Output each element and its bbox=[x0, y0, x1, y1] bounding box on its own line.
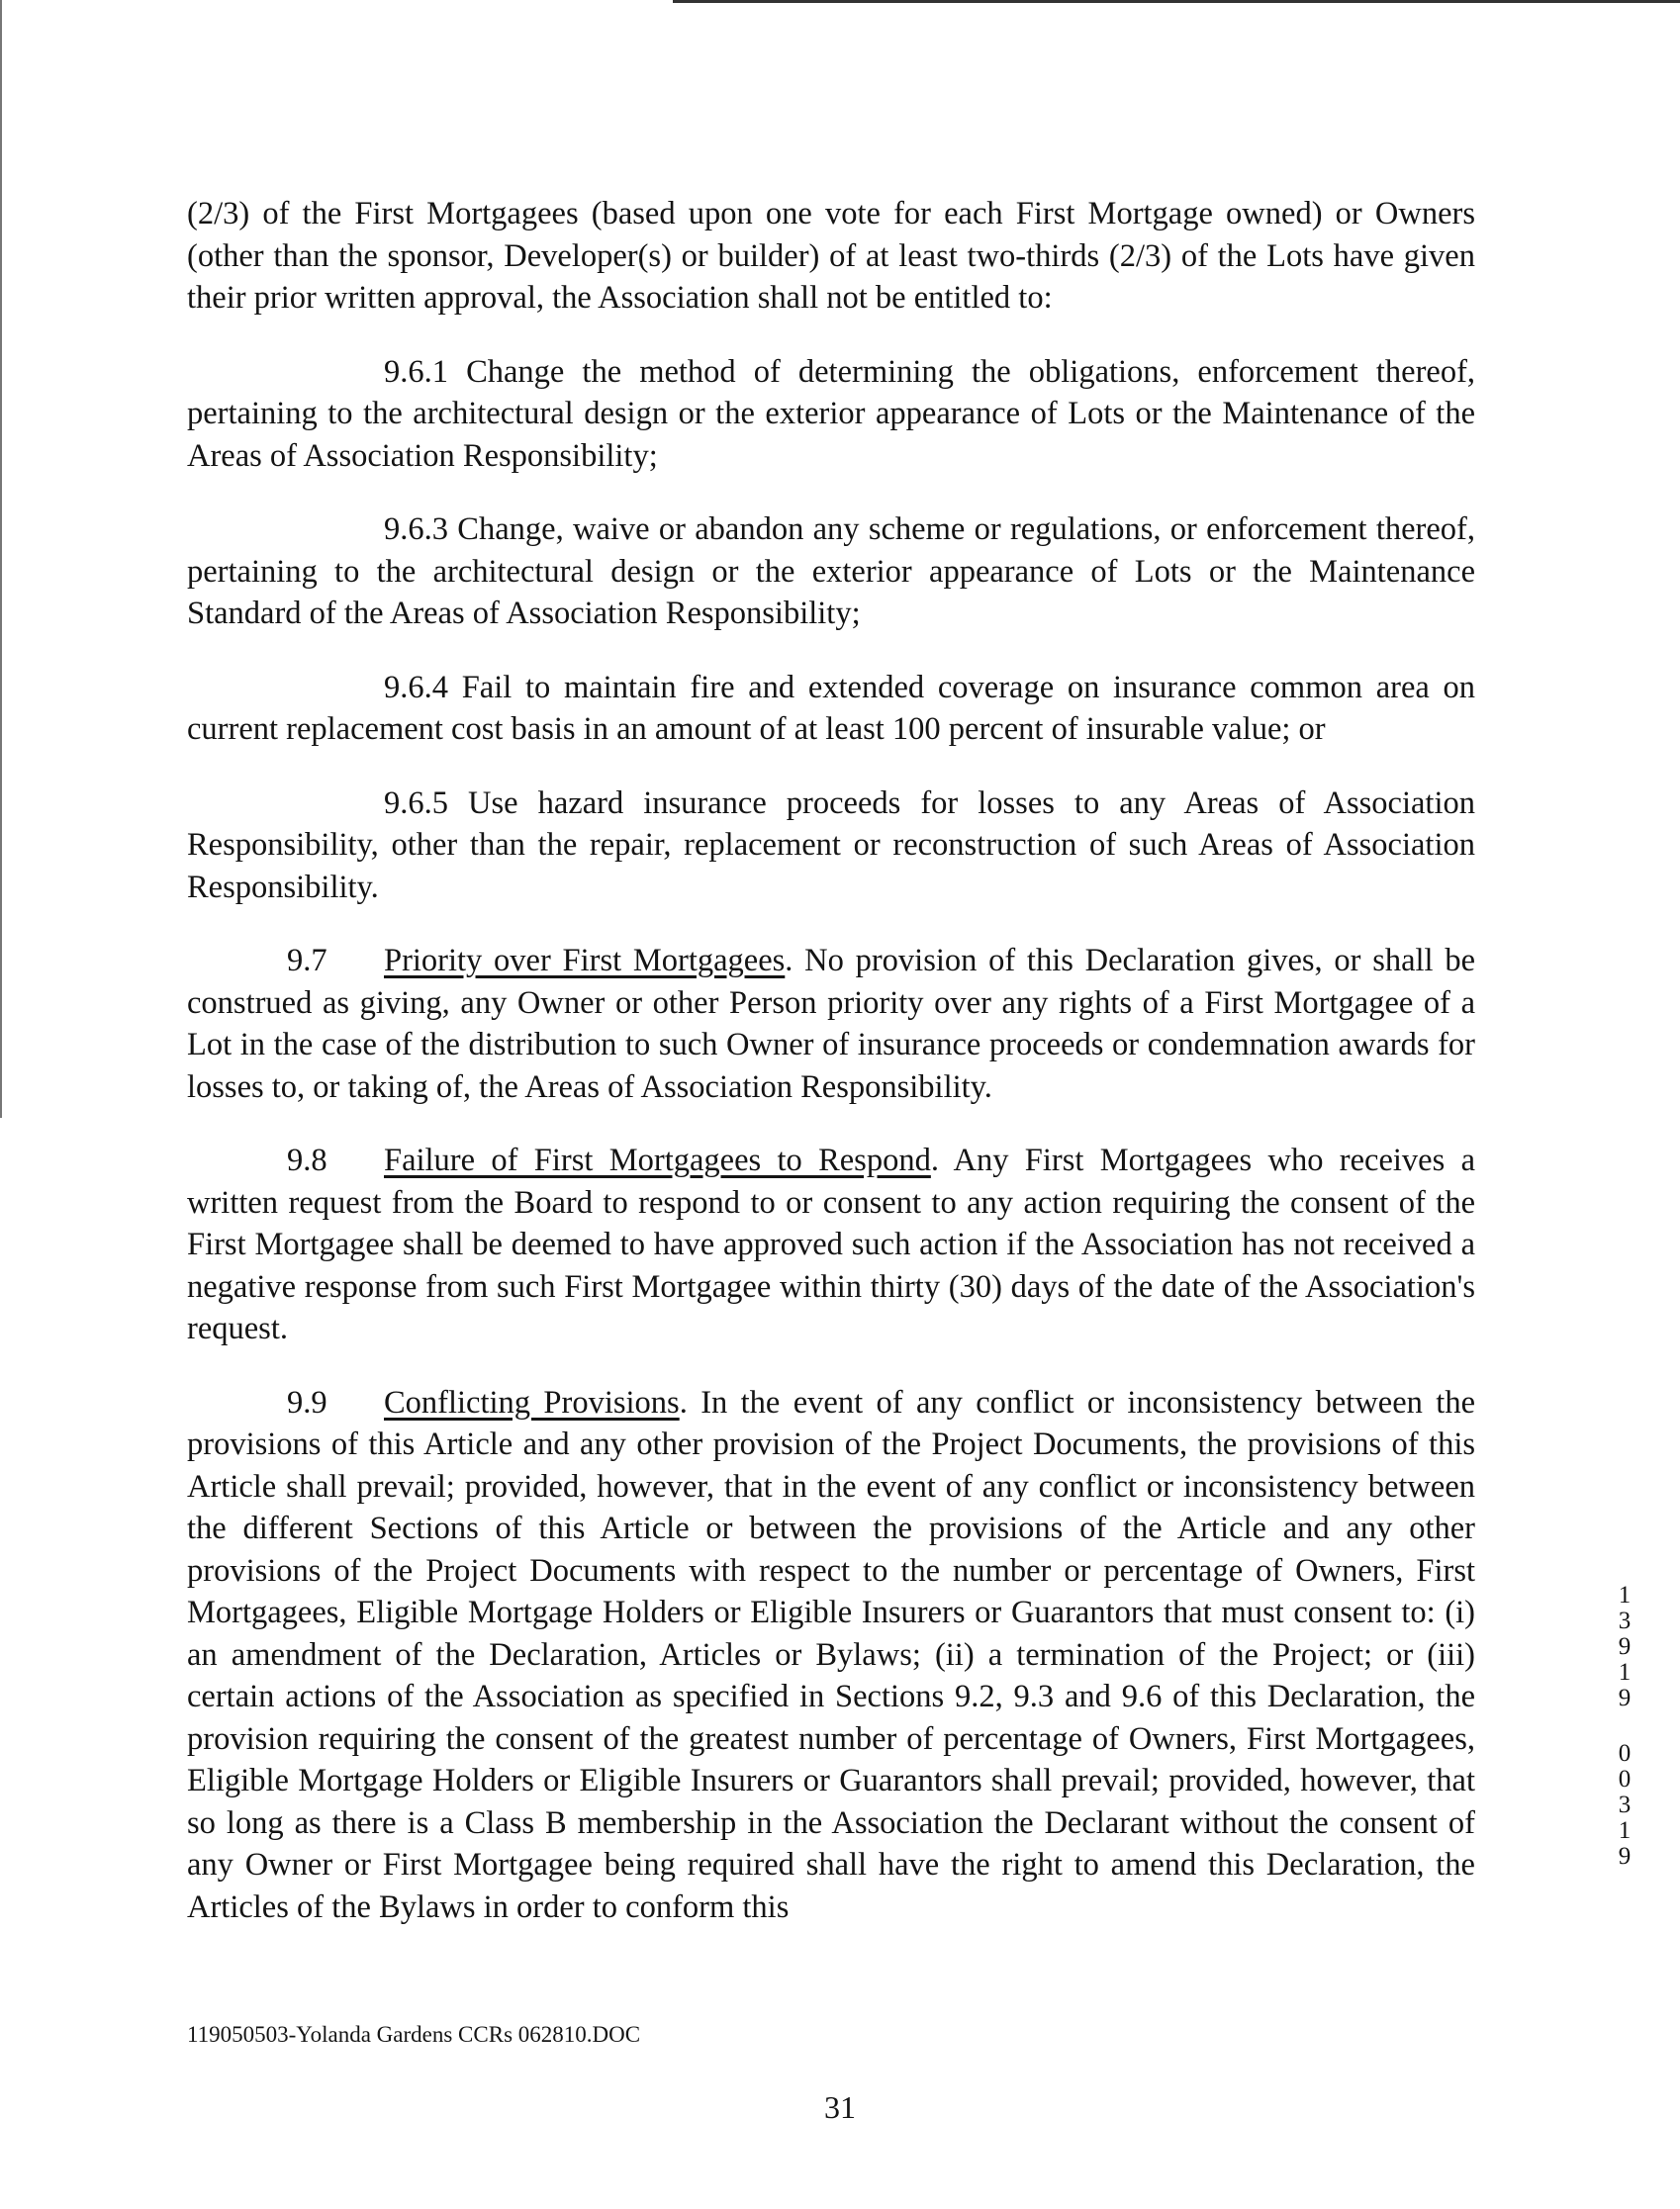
subsection-number: 9.6.1 bbox=[384, 353, 448, 390]
recording-stamp-part2: 0 0 3 1 9 bbox=[1618, 1740, 1632, 1870]
top-border-line bbox=[673, 0, 1680, 3]
document-footer: 119050503-Yolanda Gardens CCRs 062810.DOC bbox=[187, 2022, 641, 2047]
section-9-7 bbox=[187, 940, 1475, 1108]
section-title: Priority over First Mortgagees bbox=[384, 943, 786, 978]
subsection-text: Change the method of determining the obligations, enforcement thereof, pertaining to the architectural design or the exterior appearance of Lots or the Maintenance of the Areas of Association Responsibility; bbox=[187, 353, 1476, 474]
subsection-text: Use hazard insurance proceeds for losses to any Areas of Association Responsibility, other than the repair, replacement or reconstruction of such Areas of Association Responsibility. bbox=[187, 784, 1475, 905]
subsection-9-6-4 bbox=[187, 667, 1475, 751]
section-number: 9.7 bbox=[287, 943, 327, 978]
document-body bbox=[187, 193, 1475, 1928]
recording-stamp-part1: 1 3 9 1 9 bbox=[1618, 1582, 1632, 1711]
page-number: 31 bbox=[824, 2089, 856, 2125]
section-title: Failure of First Mortgagees to Respond bbox=[384, 1143, 931, 1178]
subsection-text: Fail to maintain fire and extended coverage on insurance common area on current replacement cost basis in an amount of at least 100 percent of insurable value; or bbox=[187, 669, 1475, 747]
subsection-9-6-1 bbox=[187, 351, 1475, 478]
section-number: 9.9 bbox=[287, 1384, 327, 1421]
subsection-9-6-3 bbox=[187, 508, 1475, 635]
subsection-number: 9.6.5 bbox=[384, 784, 448, 821]
section-9-9 bbox=[187, 1382, 1475, 1929]
subsection-number: 9.6.3 bbox=[384, 511, 448, 547]
left-scan-edge bbox=[0, 0, 2, 1118]
section-text: . Any First Mortgagees who receives a written request from the Board to respond to or consent to any action requiring the consent of the First Mortgagee shall be deemed to have approved such action if the Association has not received a negative response from such First Mortgagee within thirty (30) days of the date of the Association's request. bbox=[187, 1143, 1475, 1346]
subsection-9-6-5 bbox=[187, 782, 1475, 909]
section-text: . No provision of this Declaration gives, or shall be construed as giving, any Owner or other Person priority over any rights of a First Mortgagee of a Lot in the case of the distribution to such Owner of insurance proceeds or condemnation awards for losses to, or taking of, the Areas of Association Responsibility. bbox=[187, 943, 1475, 1105]
section-title: Conflicting Provisions bbox=[384, 1384, 680, 1421]
section-text: . In the event of any conflict or inconsistency between the provisions of this Article and any other provision of the Project Documents, the provisions of this Article shall prevail; provided, however, that in the event of any conflict or inconsistency between the different Sections of this Article or between the provisions of the Article and any other provisions of the Project Documents with respect to the number or percentage of Owners, First Mortgagees, Eligible Mortgage Holders or Eligible Insurers or Guarantors that must consent to: (i) an amendment of the Declaration, Articles or Bylaws; (ii) a termination of the Project; or (iii) certain actions of the Association as specified in Sections 9.2, 9.3 and 9.6 of this Declaration, the provision requiring the consent of the greatest number of percentage of Owners, First Mortgagees, Eligible Mortgage Holders or Eligible Insurers or Guarantors shall prevail; provided, however, that so long as there is a Class B membership in the Association the Declarant without the consent of any Owner or First Mortgagee being required shall have the right to amend this Declaration, the Articles of the Bylaws in order to conform this bbox=[187, 1384, 1475, 1925]
section-number: 9.8 bbox=[287, 1143, 327, 1178]
intro-paragraph: (2/3) of the First Mortgagees (based upon one vote for each First Mortgage owned) or Owners (other than the sponsor, Developer(s) or builder) of at least two-thirds (2/3) of the Lots have given their prior written approval, the Association shall not be entitled to: bbox=[187, 196, 1475, 316]
section-9-8 bbox=[187, 1140, 1475, 1350]
subsection-number: 9.6.4 bbox=[384, 669, 448, 705]
subsection-text: Change, waive or abandon any scheme or regulations, or enforcement thereof, pertaining to the architectural design or the exterior appearance of Lots or the Maintenance Standard of the Areas of Association Responsibility; bbox=[187, 511, 1475, 631]
